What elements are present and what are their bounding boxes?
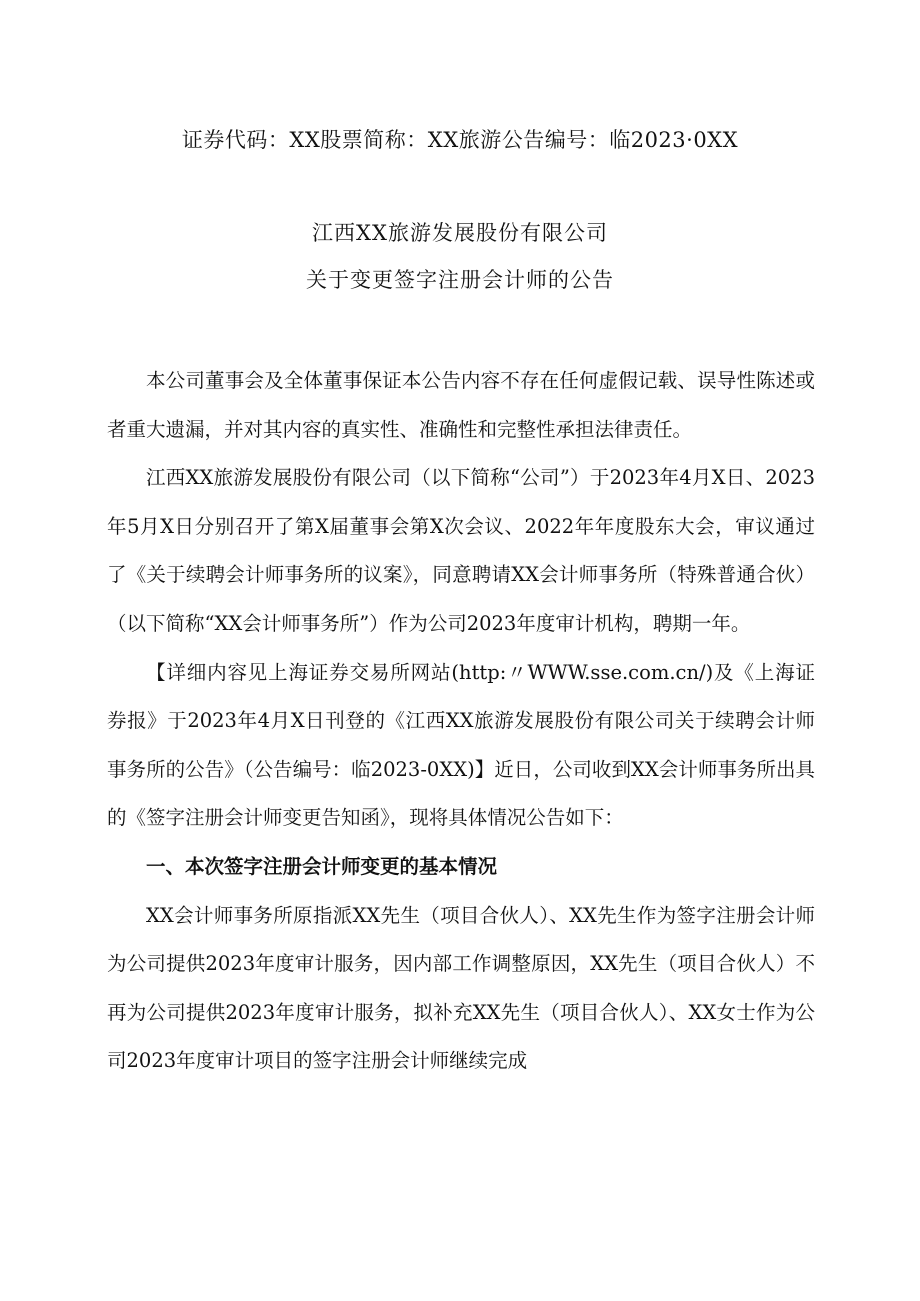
background-paragraph: 江西XX旅游发展股份有限公司（以下简称“公司”）于2023年4月X日、2023年5月X日分别召开了第X届董事会第X次会议、2022年年度股东大会，审议通过了《关于续聘会计师事务所的议案》，同意聘请XX会计师事务所（特殊普通合伙）（以下简称“XX会计师事务所”）作为公司2023年度审计机构，聘期一年。 <box>107 466 815 635</box>
announcement-body <box>107 357 815 1086</box>
section-1-heading: 一、本次签字注册会计师变更的基本情况 <box>146 854 498 878</box>
section-1-paragraph: XX会计师事务所原指派XX先生（项目合伙人）、XX先生作为签字注册会计师为公司提供2023年度审计服务，因内部工作调整原因，XX先生（项目合伙人）不再为公司提供2023年度审计服务，拟补充XX先生（项目合伙人）、XX女士作为公司2023年度审计项目的签字注册会计师继续完成 <box>107 903 815 1073</box>
securities-code-line: 证券代码：XX股票简称：XX旅游公告编号：临2023·0XX <box>181 128 739 152</box>
disclaimer-paragraph: 本公司董事会及全体董事保证本公告内容不存在任何虚假记载、误导性陈述或者重大遗漏，并对其内容的真实性、准确性和完整性承担法律责任。 <box>107 369 815 441</box>
announcement-title: 关于变更签字注册会计师的公告 <box>306 268 614 292</box>
company-title: 江西XX旅游发展股份有限公司 <box>312 221 608 245</box>
reference-paragraph: 【详细内容见上海证券交易所网站(http:〃WWW.sse.com.cn/)及《上海证券报》于2023年4月X日刊登的《江西XX旅游发展股份有限公司关于续聘会计师事务所的公告》（公告编号：临2023-0XX)】近日，公司收到XX会计师事务所出具的《签字注册会计师变更告知函》，现将具体情况公告如下： <box>107 660 815 830</box>
